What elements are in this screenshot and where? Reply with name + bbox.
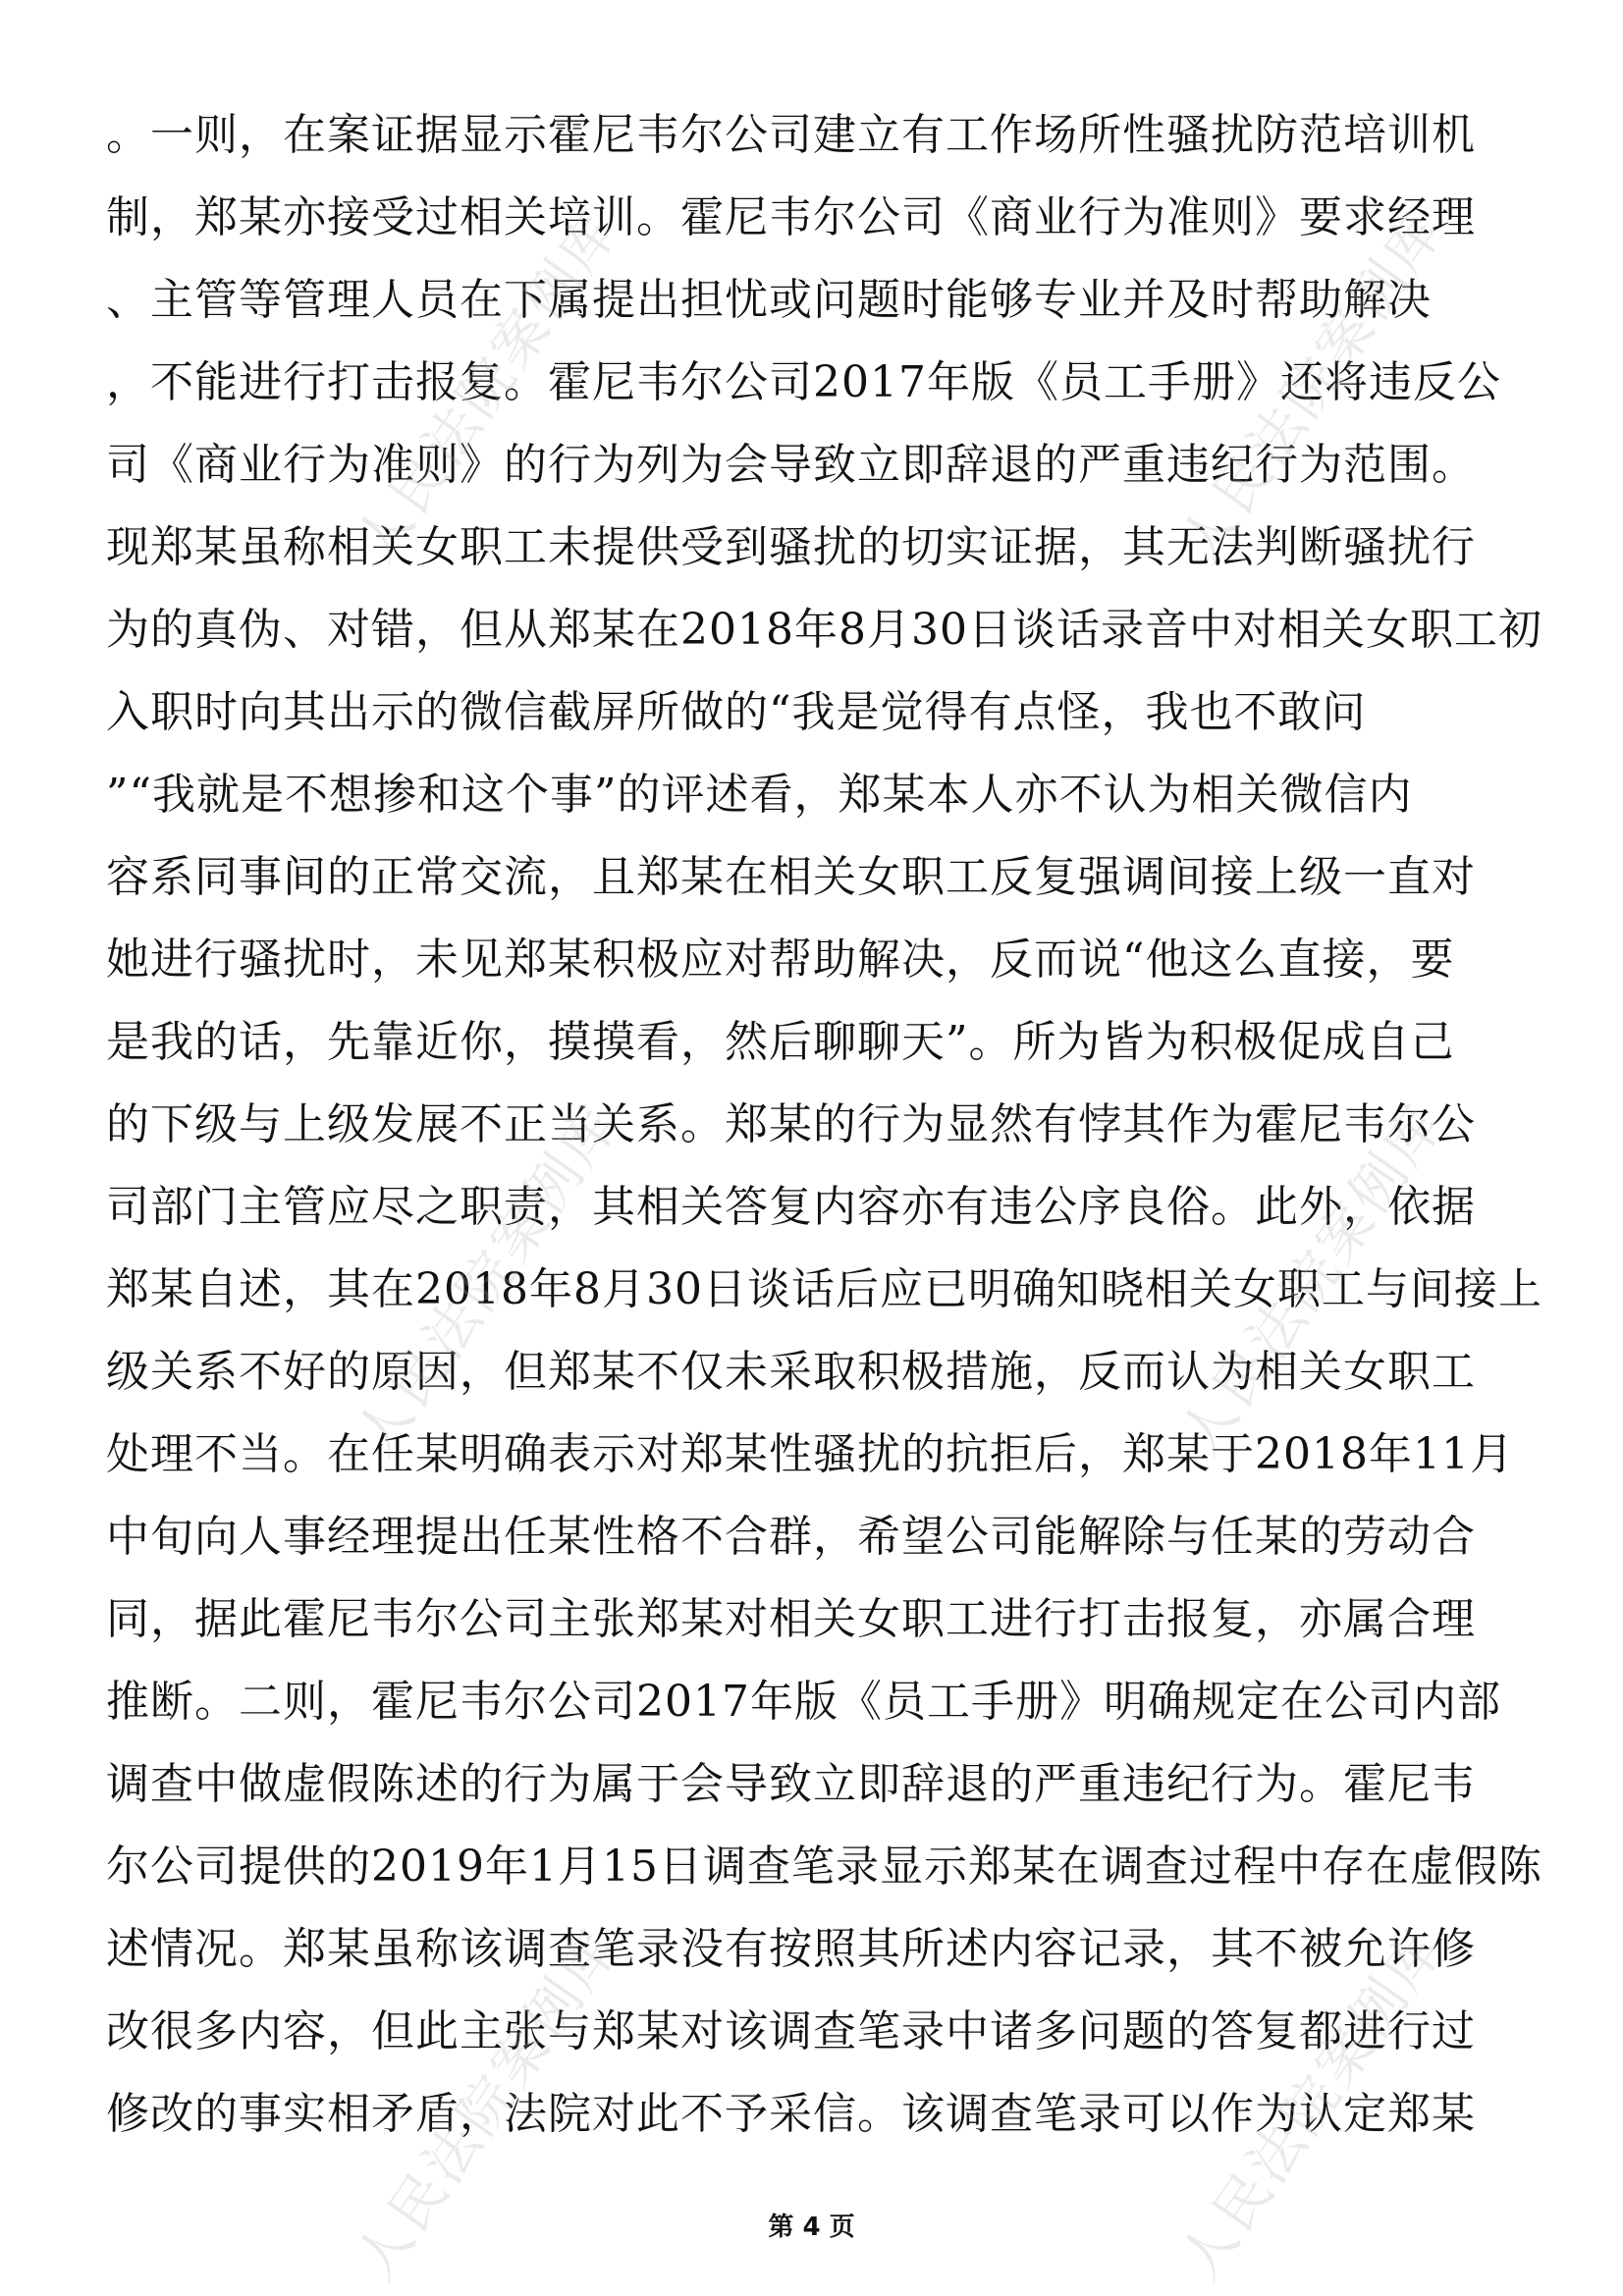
text-line: 级关系不好的原因，但郑某不仅未采取积极措施，反而认为相关女职工 xyxy=(106,1347,1476,1397)
text-line: 容系同事间的正常交流，且郑某在相关女职工反复强调间接上级一直对 xyxy=(106,852,1476,902)
text-line: 是我的话，先靠近你，摸摸看，然后聊聊天”。所为皆为积极促成自己 xyxy=(106,1017,1455,1067)
text-line: 同，据此霍尼韦尔公司主张郑某对相关女职工进行打击报复，亦属合理 xyxy=(106,1594,1476,1644)
watermark: 人民法院案例库 xyxy=(1167,1916,1457,2292)
text-line: 调查中做虚假陈述的行为属于会导致立即辞退的严重违纪行为。霍尼韦 xyxy=(106,1759,1476,1809)
watermark: 人民法院案例库 xyxy=(1167,1092,1457,1468)
text-line: 制，郑某亦接受过相关培训。霍尼韦尔公司《商业行为准则》要求经理 xyxy=(106,192,1476,242)
text-line: 司部门主管应尽之职责，其相关答复内容亦有违公序良俗。此外，依据 xyxy=(106,1182,1476,1232)
text-line: 尔公司提供的2019年1月15日调查笔录显示郑某在调查过程中存在虚假陈 xyxy=(106,1842,1542,1892)
text-line: 。一则，在案证据显示霍尼韦尔公司建立有工作场所性骚扰防范培训机 xyxy=(106,110,1476,160)
text-line: 入职时向其出示的微信截屏所做的“我是觉得有点怪，我也不敢问 xyxy=(106,687,1367,737)
page-number: 第 4 页 xyxy=(768,2213,855,2242)
text-line: 她进行骚扰时，未见郑某积极应对帮助解决，反而说“他这么直接，要 xyxy=(106,934,1455,985)
text-line: 中旬向人事经理提出任某性格不合群，希望公司能解除与任某的劳动合 xyxy=(106,1512,1476,1562)
text-line: 司《商业行为准则》的行为列为会导致立即辞退的严重违纪行为范围。 xyxy=(106,440,1476,490)
watermark: 人民法院案例库 xyxy=(343,1092,632,1468)
text-line: ”“我就是不想掺和这个事”的评述看，郑某本人亦不认为相关微信内 xyxy=(106,770,1413,820)
text-line: 推断。二则，霍尼韦尔公司2017年版《员工手册》明确规定在公司内部 xyxy=(106,1677,1501,1727)
text-line: 的下级与上级发展不正当关系。郑某的行为显然有悖其作为霍尼韦尔公 xyxy=(106,1099,1476,1149)
text-line: 为的真伪、对错，但从郑某在2018年8月30日谈话录音中对相关女职工初 xyxy=(106,605,1542,655)
watermark: 人民法院案例库 xyxy=(343,198,632,574)
watermark: 人民法院案例库 xyxy=(1167,198,1457,574)
text-line: 修改的事实相矛盾，法院对此不予采信。该调查笔录可以作为认定郑某 xyxy=(106,2089,1476,2139)
text-line: 、主管等管理人员在下属提出担忧或问题时能够专业并及时帮助解决 xyxy=(106,275,1432,325)
text-line: 处理不当。在任某明确表示对郑某性骚扰的抗拒后，郑某于2018年11月 xyxy=(106,1429,1514,1479)
text-line: 现郑某虽称相关女职工未提供受到骚扰的切实证据，其无法判断骚扰行 xyxy=(106,522,1476,572)
text-line: 改很多内容，但此主张与郑某对该调查笔录中诸多问题的答复都进行过 xyxy=(106,2006,1476,2056)
text-line: 述情况。郑某虽称该调查笔录没有按照其所述内容记录，其不被允许修 xyxy=(106,1924,1476,1974)
text-line: ，不能进行打击报复。霍尼韦尔公司2017年版《员工手册》还将违反公 xyxy=(106,357,1501,407)
text-line: 郑某自述，其在2018年8月30日谈话后应已明确知晓相关女职工与间接上 xyxy=(106,1264,1542,1314)
watermark: 人民法院案例库 xyxy=(343,1916,632,2292)
